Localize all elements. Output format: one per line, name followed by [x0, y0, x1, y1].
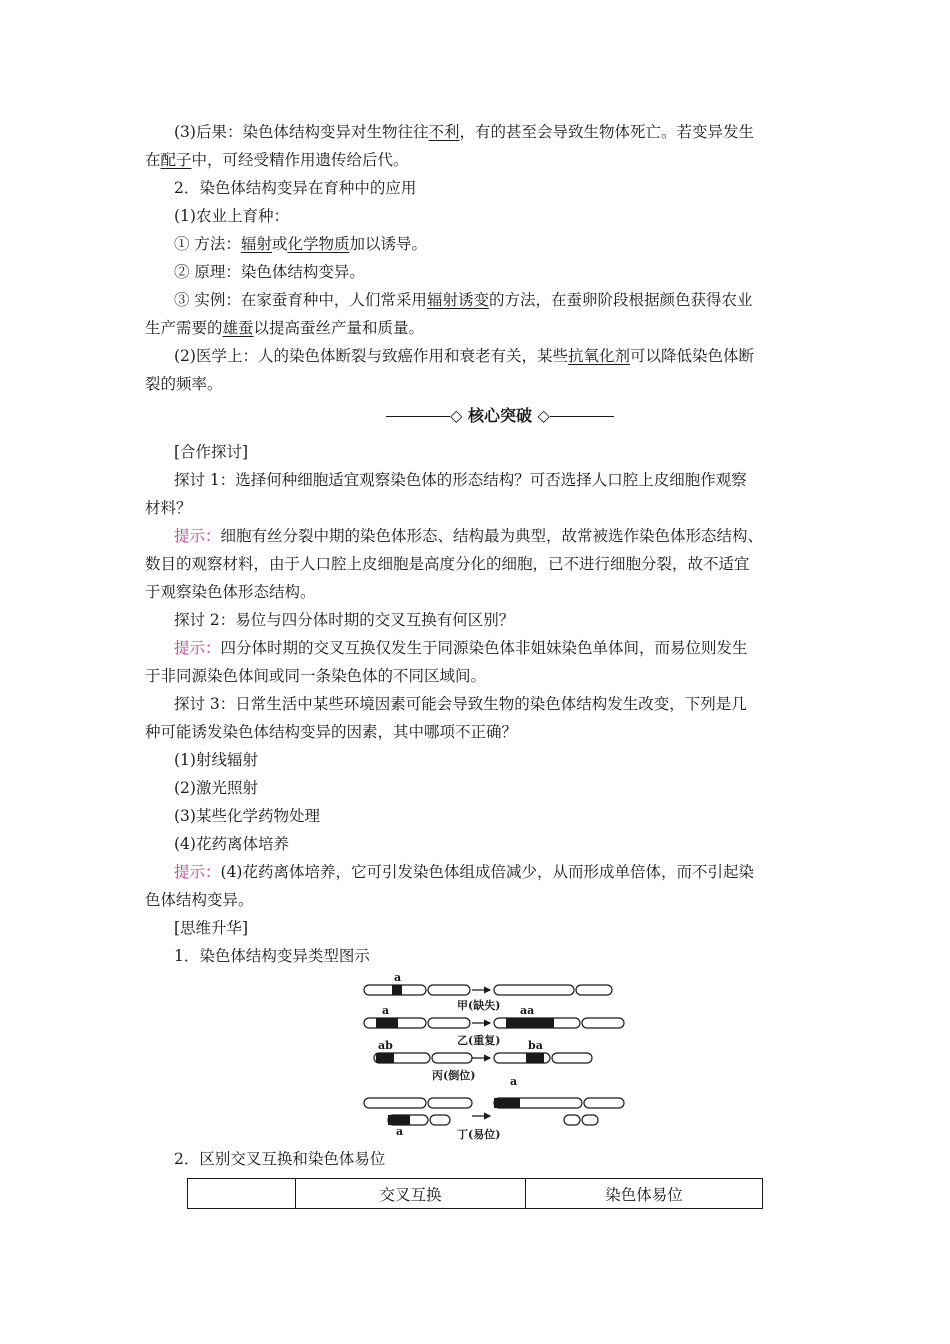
answer-1-cont: 数目的观察材料，由于人口腔上皮细胞是高度分化的细胞，已不进行细胞分裂，故不适宜 [145, 555, 750, 573]
deletion-after [494, 985, 612, 995]
variation-label-translocation: 丁(易位) [457, 1128, 501, 1141]
gene-label: a [382, 1004, 390, 1017]
paragraph-method [174, 233, 427, 255]
option-2: (2)激光照射 [174, 779, 258, 797]
gene-label: a [510, 1075, 518, 1088]
hint-label: 提示： [174, 863, 221, 881]
text: (3)后果：染色体结构变异对生物往往 [174, 123, 429, 141]
text: ① 方法： [174, 235, 241, 253]
section-title [370, 404, 630, 428]
paragraph-consequence [174, 121, 754, 143]
text: 细胞有丝分裂中期的染色体形态、结构最为典型，故常被选作染色体形态结构、 [220, 527, 764, 545]
gene-label: aa [520, 1004, 535, 1017]
divider [550, 416, 614, 417]
text: ，有的甚至会导致生物体死亡。若变异发生 [459, 123, 754, 141]
table-header-row [188, 1179, 763, 1209]
text: (2)医学上：人的染色体断裂与致癌作用和衰老有关，某些 [174, 347, 568, 365]
question-2: 探讨 2：易位与四分体时期的交叉互换有何区别？ [174, 611, 515, 629]
section-title-text: ◇ 核心突破 ◇ [450, 406, 550, 425]
answer-3-cont: 色体结构变异。 [145, 891, 254, 909]
table-header-crossover: 交叉互换 [296, 1179, 526, 1209]
blank-answer: 配子 [160, 151, 192, 169]
diagram-caption: 1．染色体结构变异类型图示 [174, 947, 370, 965]
blank-answer: 抗氧化剂 [567, 347, 630, 365]
gene-block [388, 1115, 410, 1125]
text: 加以诱导。 [349, 235, 427, 253]
question-3: 探讨 3：日常生活中某些环境因素可能会导致生物的染色体结构发生改变，下列是几 [174, 695, 747, 713]
question-3-cont: 种可能诱发染色体结构变异的因素，其中哪项不正确？ [145, 723, 518, 741]
text: 的方法，在蚕卵阶段根据颜色获得农业 [488, 291, 753, 309]
variation-label-deletion: 甲(缺失) [457, 999, 501, 1012]
variation-label-inversion: 丙(倒位) [432, 1069, 476, 1082]
blank-answer: 辐射 [240, 235, 272, 253]
question-1: 探讨 1：选择何种细胞适宜观察染色体的形态结构？可否选择人口腔上皮细胞作观察 [174, 471, 747, 489]
chromosome-variation-diagram [360, 968, 630, 1143]
gene-block [494, 1098, 520, 1108]
heading-breeding-application: 2．染色体结构变异在育种中的应用 [174, 179, 417, 197]
answer-1 [174, 525, 763, 547]
sublimation-heading: [思维升华] [174, 919, 249, 937]
discussion-heading: [合作探讨] [174, 443, 249, 461]
text: 四分体时期的交叉互换仅发生于同源染色体非姐妹染色单体间，而易位则发生 [220, 639, 748, 657]
paragraph-example-cont [145, 317, 424, 339]
answer-1-cont: 于观察染色体形态结构。 [145, 583, 316, 601]
blank-answer: 雄蚕 [222, 319, 254, 337]
text: 以提高蚕丝产量和质量。 [253, 319, 425, 337]
gene-label: a [394, 971, 402, 984]
hint-label: 提示： [174, 639, 221, 657]
deletion-before [364, 985, 470, 995]
text: (4)花药离体培养，它可引发染色体组成倍减少，从而形成单倍体，而不引起染 [220, 863, 754, 881]
gene-block [376, 1018, 398, 1028]
option-1: (1)射线辐射 [174, 751, 258, 769]
translocation-before [364, 1098, 472, 1125]
divider [386, 416, 450, 417]
gene-label: ab [378, 1039, 393, 1052]
gene-block [506, 1018, 554, 1028]
blank-answer: 辐射诱变 [426, 291, 489, 309]
variation-label-duplication: 乙(重复) [457, 1034, 501, 1047]
text: 可以降低染色体断 [629, 347, 754, 365]
answer-3 [174, 861, 754, 883]
table-caption: 2．区别交叉互换和染色体易位 [174, 1150, 386, 1168]
comparison-table [187, 1178, 763, 1209]
text: 中，可经受精作用遗传给后代。 [191, 151, 409, 169]
question-1-cont: 材料？ [145, 499, 192, 517]
text: 或 [271, 235, 288, 253]
paragraph-medicine-cont: 裂的频率。 [145, 375, 223, 393]
gene-block [526, 1053, 544, 1063]
hint-label: 提示： [174, 527, 221, 545]
table-header-cell [188, 1179, 296, 1209]
blank-answer: 不利 [428, 123, 460, 141]
gene-block [392, 985, 402, 995]
paragraph-medicine [174, 345, 754, 367]
paragraph-principle: ② 原理：染色体结构变异。 [174, 263, 365, 281]
text: 生产需要的 [145, 319, 223, 337]
gene-label: ba [528, 1039, 543, 1052]
gene-block [376, 1053, 394, 1063]
paragraph-consequence-cont [145, 149, 409, 171]
gene-label: a [396, 1125, 404, 1138]
answer-2-cont: 于非同源染色体间或同一条染色体的不同区域间。 [145, 667, 487, 685]
paragraph-example [174, 289, 752, 311]
answer-2 [174, 637, 748, 659]
text: ③ 实例：在家蚕育种中，人们常采用 [174, 291, 427, 309]
blank-answer: 化学物质 [287, 235, 350, 253]
heading-agriculture: (1)农业上育种： [174, 207, 289, 225]
option-4: (4)花药离体培养 [174, 835, 289, 853]
option-3: (3)某些化学药物处理 [174, 807, 320, 825]
table-header-translocation: 染色体易位 [526, 1179, 763, 1209]
text: 在 [145, 151, 161, 169]
